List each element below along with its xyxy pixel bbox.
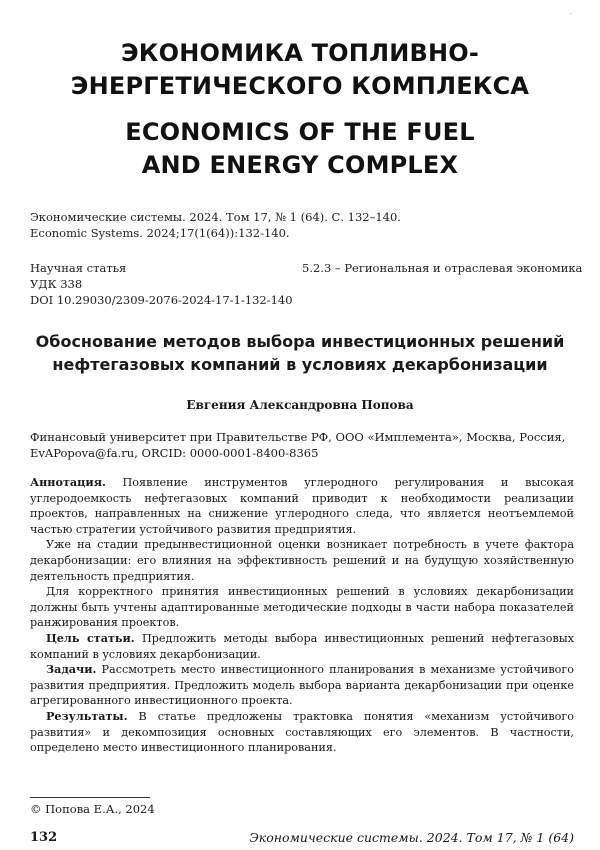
abstract-tasks [30,662,574,709]
goal-label: Цель статьи. [46,630,135,645]
abstract-paragraph-intro [30,475,574,537]
abstract-paragraph-2: Уже на стадии предынвестиционной оценки возникает потребность в учете фактора декарбонизации: его влияния на эффективность решений и на будущую хозяйственную деятельность предприятия. [30,538,574,583]
page-number: 132 [30,830,58,845]
citation-en: Economic Systems. 2024;17(1(64)):132-140. [30,226,290,240]
article-title-line2: нефтегазовых компаний в условиях декарбонизации [52,355,548,374]
abstract-goal [30,631,574,662]
article-type: Научная статья [30,261,127,275]
affiliation-line2: EvAPopova@fa.ru, ORCID: 0000-0001-8400-8365 [30,446,319,460]
section-rubric-ru-line2: ЭНЕРГЕТИЧЕСКОГО КОМПЛЕКСА [70,72,530,100]
footnote-divider [30,797,150,798]
section-rubric-en [0,116,600,182]
tasks-text: Рассмотреть место инвестиционного планирования в механизме устойчивого развития предприятия. Предложить модель выбора варианта декарбонизации при оценке агрегированного инвестиционного проекта. [30,663,574,708]
doi: DOI 10.29030/2309-2076-2024-17-1-132-140 [30,293,293,307]
article-title [0,330,600,376]
corner-mark: · [569,10,572,18]
section-rubric-en-line2: AND ENERGY COMPLEX [141,151,459,179]
section-rubric-en-line1: ECONOMICS OF THE FUEL [125,118,475,146]
results-text: В статье предложены трактовка понятия «механизм устойчивого развития» и декомпозиция основных составляющих его элементов. В частности, определено место инвестиционного планирования. [30,709,574,755]
author-name: Евгения Александровна Попова [186,398,414,412]
abstract-paragraph-3: Для корректного принятия инвестиционных решений в условиях декарбонизации должны быть учтены адаптированные методические подходы в части набора показателей ранжирования проектов. [30,585,574,630]
results-label: Результаты. [46,708,128,723]
abstract-results [30,709,574,756]
affiliation [30,429,575,461]
abstract-p1-text: Появление инструментов углеродного регулирования и высокая углеродоемкость нефтегазовых компаний приводит к необходимости реализации проектов, направленных на снижение углеродного следа, что является неотъемлемой частью стратегии устойчивого развития предприятия. [30,476,574,536]
copyright-notice: © Попова Е.А., 2024 [30,802,155,816]
abstract [30,475,574,756]
section-rubric-ru [0,37,600,103]
affiliation-line1: Финансовый университет при Правительстве РФ, ООО «Имплемента», Москва, Россия, [30,430,566,444]
goal-text: Предложить методы выбора инвестиционных решений нефтегазовых компаний в условиях декарбонизации. [30,631,575,661]
article-title-line1: Обоснование методов выбора инвестиционных решений [35,332,565,351]
citation-ru: Экономические системы. 2024. Том 17, № 1 (64). С. 132–140. [30,210,401,224]
section-rubric-ru-line1: ЭКОНОМИКА ТОПЛИВНО- [120,39,480,67]
udk-code: УДК 338 [30,277,83,291]
footer-journal-title: Экономические системы. 2024. Том 17, № 1 (64) [249,830,574,845]
specialty-code: 5.2.3 – Региональная и отраслевая экономика [302,261,583,275]
tasks-label: Задачи. [46,662,97,677]
abstract-label: Аннотация. [30,475,106,489]
